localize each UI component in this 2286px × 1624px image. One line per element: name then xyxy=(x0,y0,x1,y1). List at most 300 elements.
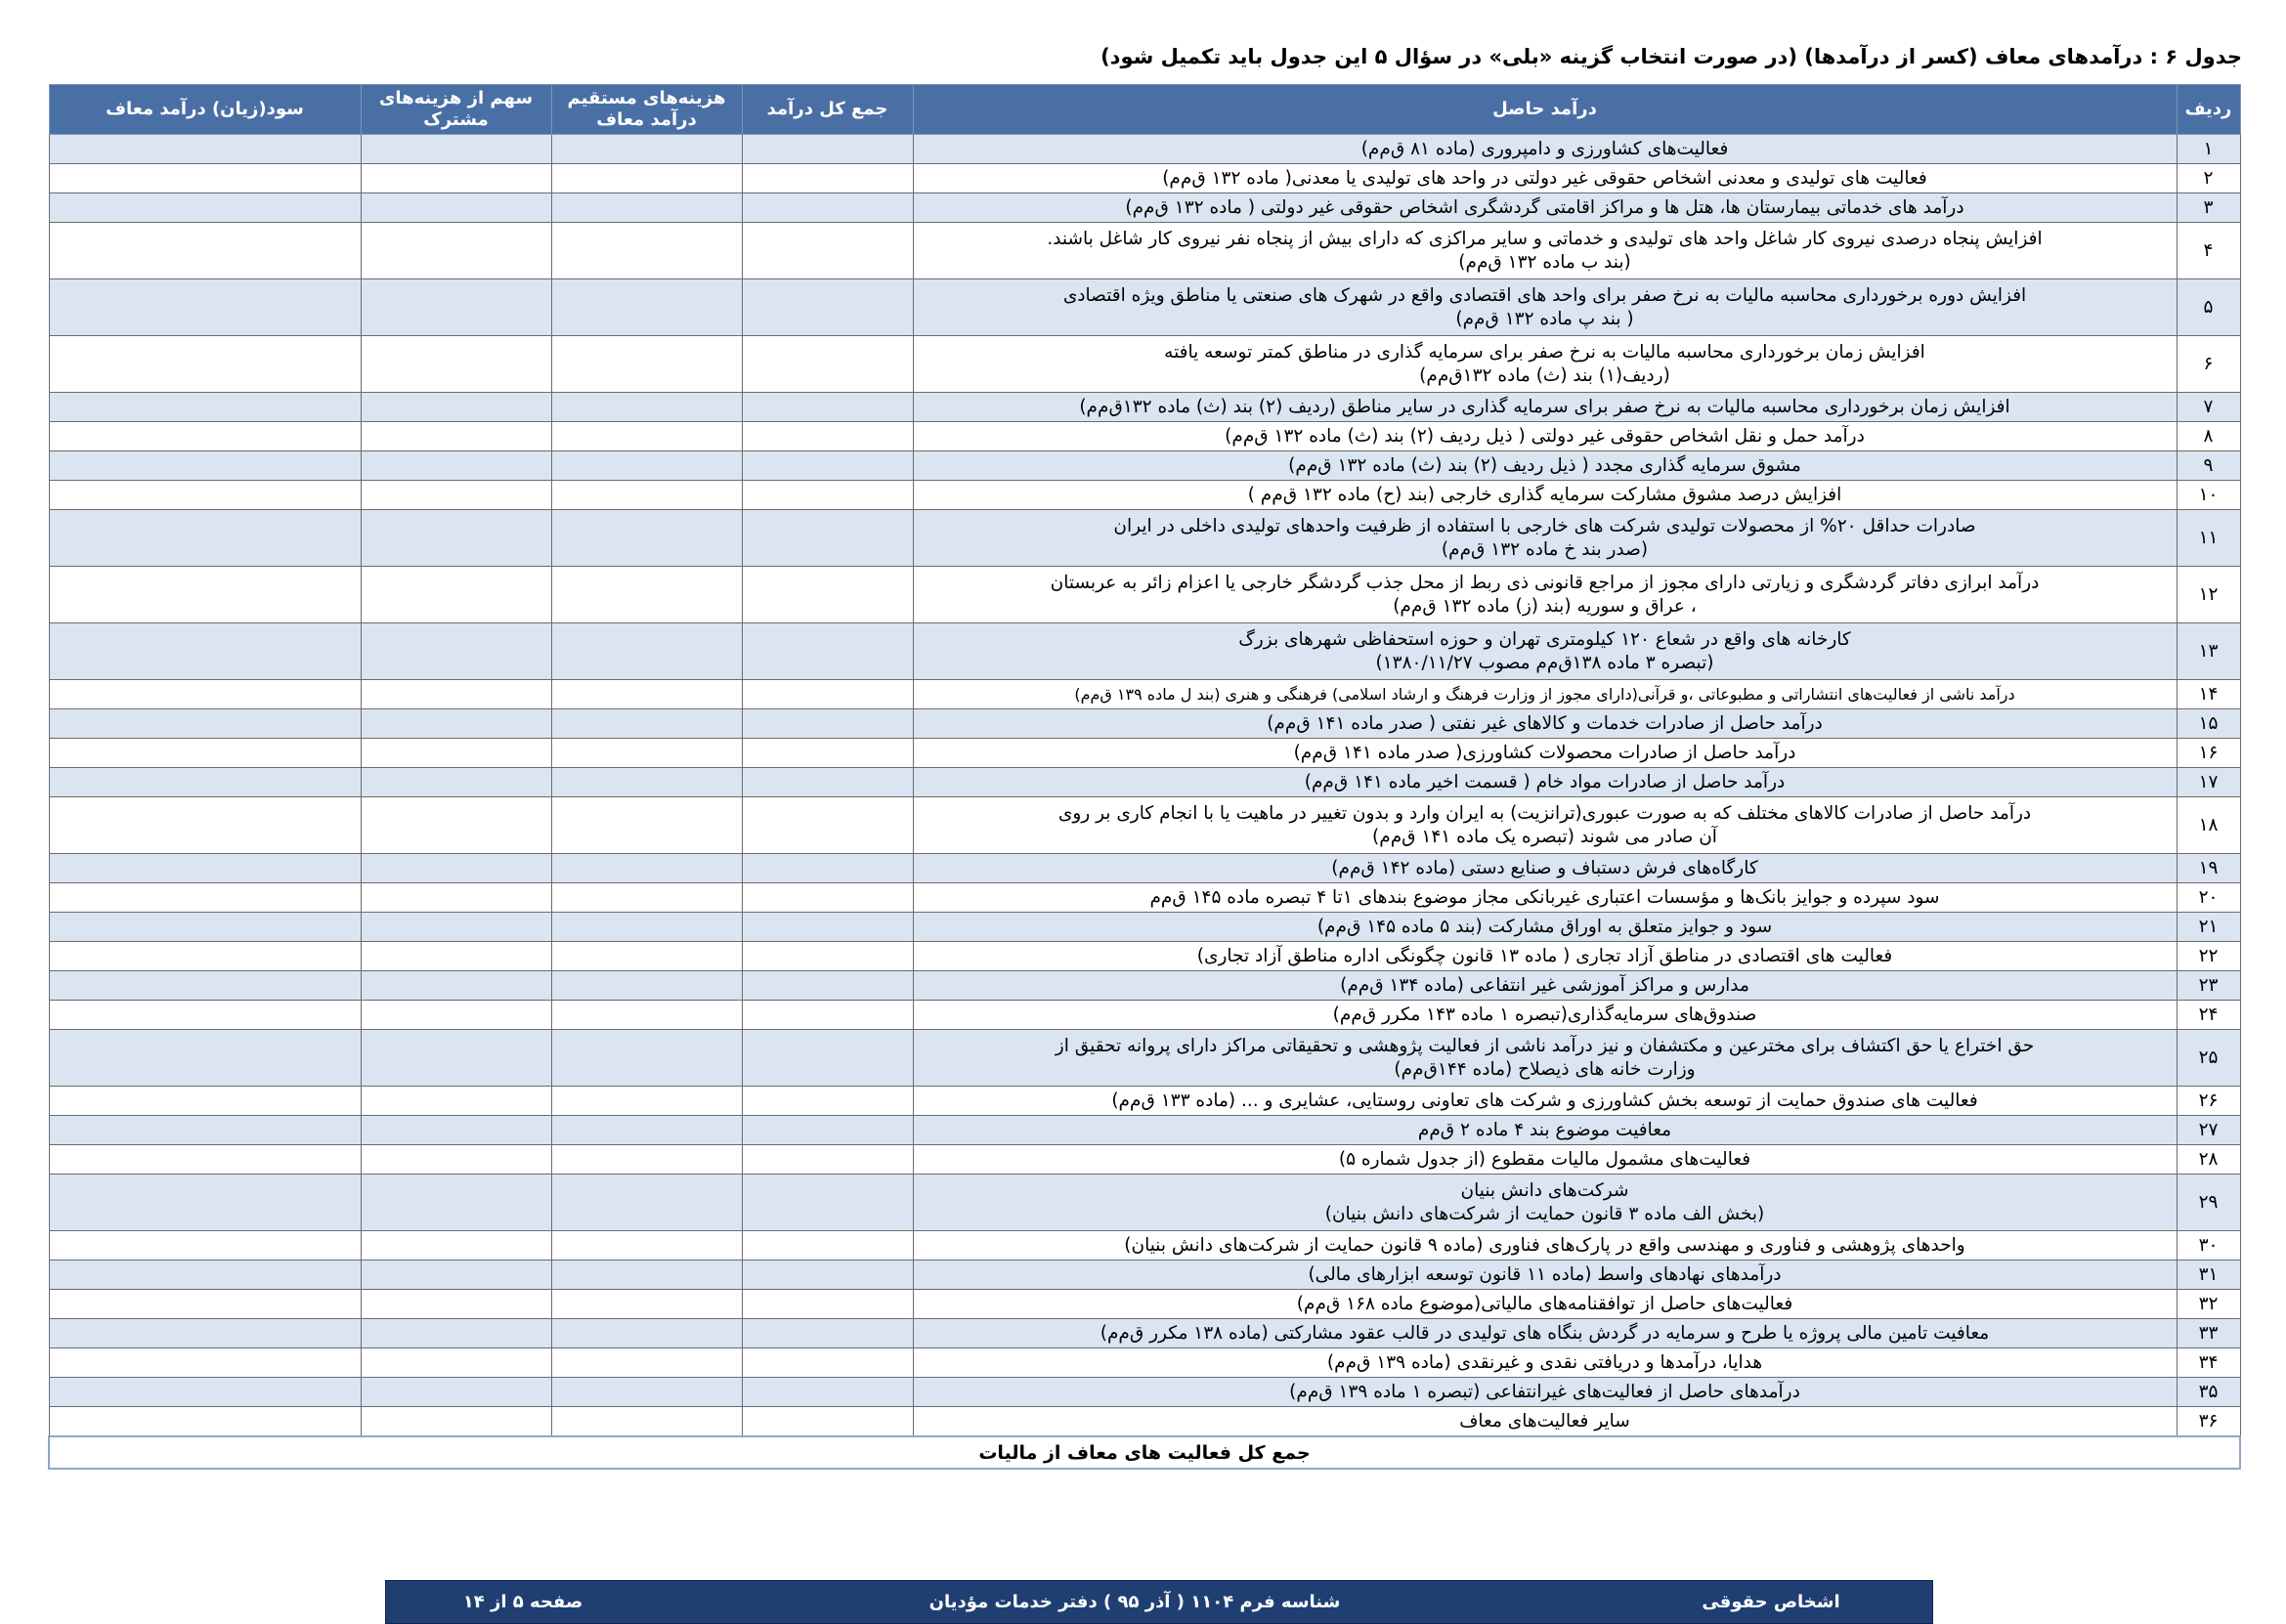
row-number: ۲۸ xyxy=(2177,1145,2240,1175)
direct-costs-cell[interactable] xyxy=(551,709,742,739)
direct-costs-cell[interactable] xyxy=(551,1231,742,1261)
table-row xyxy=(49,279,2240,336)
shared-costs-cell[interactable] xyxy=(361,623,551,680)
table-row xyxy=(49,1407,2240,1437)
description-line: افزایش زمان برخورداری محاسبه مالیات به نرخ صفر برای سرمایه گذاری در مناطق کمتر توسعه یافته xyxy=(1164,341,1925,363)
table-row xyxy=(49,336,2240,393)
income-description xyxy=(913,1378,2177,1407)
table-row xyxy=(49,135,2240,164)
profit-cell[interactable] xyxy=(49,223,361,279)
profit-cell[interactable] xyxy=(49,1030,361,1087)
header-direct-costs: هزینه‌های مستقیم درآمد معاف xyxy=(551,85,742,135)
direct-costs-cell[interactable] xyxy=(551,1175,742,1231)
profit-cell[interactable] xyxy=(49,1319,361,1348)
income-description xyxy=(913,223,2177,279)
row-number: ۵ xyxy=(2177,279,2240,336)
profit-cell[interactable] xyxy=(49,1261,361,1290)
total-income-cell[interactable] xyxy=(742,1145,913,1175)
direct-costs-cell[interactable] xyxy=(551,223,742,279)
row-number: ۳ xyxy=(2177,193,2240,223)
shared-costs-cell[interactable] xyxy=(361,709,551,739)
income-description xyxy=(913,1175,2177,1231)
total-income-cell[interactable] xyxy=(742,971,913,1001)
table-row xyxy=(49,451,2240,481)
direct-costs-cell[interactable] xyxy=(551,164,742,193)
total-income-cell[interactable] xyxy=(742,1407,913,1437)
description-line: کارخانه های واقع در شعاع ۱۲۰ کیلومتری تهران و حوزه استحفاظی شهرهای بزرگ xyxy=(1238,628,1851,650)
row-number: ۳۶ xyxy=(2177,1407,2240,1437)
table-row xyxy=(49,567,2240,623)
total-income-cell[interactable] xyxy=(742,1290,913,1319)
header-profit: سود(زیان) درآمد معاف xyxy=(49,85,361,135)
direct-costs-cell[interactable] xyxy=(551,193,742,223)
income-description xyxy=(913,768,2177,797)
shared-costs-cell[interactable] xyxy=(361,971,551,1001)
description-line: درآمد حاصل از صادرات مواد خام ( قسمت اخیر ماده ۱۴۱ ق‌م‌م) xyxy=(1304,771,1786,792)
description-line: درآمد ابرازی دفاتر گردشگری و زیارتی دارای مجوز از مراجع قانونی ذی ربط از محل جذب گردشگر خارجی یا اعزام زائر به عربستان xyxy=(1050,572,2040,593)
description-line: ( بند پ ماده ۱۳۲ ق‌م‌م) xyxy=(1455,308,1634,329)
profit-cell[interactable] xyxy=(49,1087,361,1116)
direct-costs-cell[interactable] xyxy=(551,739,742,768)
direct-costs-cell[interactable] xyxy=(551,1001,742,1030)
profit-cell[interactable] xyxy=(49,1145,361,1175)
description-line: (ردیف(۱) بند (ث) ماده ۱۳۲ق‌م‌م) xyxy=(1419,364,1670,386)
table-row xyxy=(49,1348,2240,1378)
profit-cell[interactable] xyxy=(49,1290,361,1319)
table-row xyxy=(49,797,2240,854)
shared-costs-cell[interactable] xyxy=(361,1001,551,1030)
income-description xyxy=(913,971,2177,1001)
income-description xyxy=(913,942,2177,971)
profit-cell[interactable] xyxy=(49,422,361,451)
shared-costs-cell[interactable] xyxy=(361,1407,551,1437)
table-row xyxy=(49,1116,2240,1145)
row-number: ۲ xyxy=(2177,164,2240,193)
total-income-cell[interactable] xyxy=(742,768,913,797)
total-income-cell[interactable] xyxy=(742,1116,913,1145)
description-line: وزارت خانه های ذیصلاح (ماده ۱۴۴ق‌م‌م) xyxy=(1394,1058,1696,1080)
total-income-cell[interactable] xyxy=(742,451,913,481)
shared-costs-cell[interactable] xyxy=(361,680,551,709)
shared-costs-cell[interactable] xyxy=(361,510,551,567)
total-income-cell[interactable] xyxy=(742,193,913,223)
profit-cell[interactable] xyxy=(49,739,361,768)
row-number: ۱۱ xyxy=(2177,510,2240,567)
profit-cell[interactable] xyxy=(49,971,361,1001)
total-income-cell[interactable] xyxy=(742,1001,913,1030)
shared-costs-cell[interactable] xyxy=(361,135,551,164)
shared-costs-cell[interactable] xyxy=(361,942,551,971)
total-income-cell[interactable] xyxy=(742,797,913,854)
row-number: ۱۶ xyxy=(2177,739,2240,768)
direct-costs-cell[interactable] xyxy=(551,1378,742,1407)
total-label-text: جمع کل فعالیت های معاف از مالیات xyxy=(978,1441,1311,1464)
shared-costs-cell[interactable] xyxy=(361,567,551,623)
table-row xyxy=(49,1319,2240,1348)
description-line: شرکت‌های دانش بنیان xyxy=(1460,1179,1629,1201)
income-description xyxy=(913,279,2177,336)
income-description xyxy=(913,1290,2177,1319)
footer-entity: اشخاص حقوقی xyxy=(1702,1592,1840,1612)
direct-costs-cell[interactable] xyxy=(551,883,742,913)
description-line: سایر فعالیت‌های معاف xyxy=(1459,1410,1630,1432)
row-number: ۴ xyxy=(2177,223,2240,279)
row-number: ۳۴ xyxy=(2177,1348,2240,1378)
shared-costs-cell[interactable] xyxy=(361,1378,551,1407)
row-number: ۲۵ xyxy=(2177,1030,2240,1087)
row-number: ۲۳ xyxy=(2177,971,2240,1001)
total-income-cell[interactable] xyxy=(742,135,913,164)
shared-costs-cell[interactable] xyxy=(361,223,551,279)
header-shared-costs: سهم از هزینه‌های مشترک xyxy=(361,85,551,135)
table-row xyxy=(49,1261,2240,1290)
shared-costs-cell[interactable] xyxy=(361,1175,551,1231)
income-description xyxy=(913,336,2177,393)
shared-costs-cell[interactable] xyxy=(361,1231,551,1261)
profit-cell[interactable] xyxy=(49,451,361,481)
profit-cell[interactable] xyxy=(49,1001,361,1030)
table-row xyxy=(49,1231,2240,1261)
shared-costs-cell[interactable] xyxy=(361,481,551,510)
shared-costs-cell[interactable] xyxy=(361,451,551,481)
total-income-cell[interactable] xyxy=(742,1030,913,1087)
table-row xyxy=(49,883,2240,913)
row-number: ۲۹ xyxy=(2177,1175,2240,1231)
row-number: ۲۱ xyxy=(2177,913,2240,942)
description-line: درآمد حاصل از صادرات خدمات و کالاهای غیر نفتی ( صدر ماده ۱۴۱ ق‌م‌م) xyxy=(1267,712,1823,734)
row-number: ۱۴ xyxy=(2177,680,2240,709)
table-row xyxy=(49,971,2240,1001)
income-description xyxy=(913,913,2177,942)
income-description xyxy=(913,135,2177,164)
direct-costs-cell[interactable] xyxy=(551,393,742,422)
table-row xyxy=(49,1001,2240,1030)
description-line: درآمد حاصل از صادرات کالاهای مختلف که به صورت عبوری(ترانزیت) به ایران وارد و بدون تغییر در ماهیت یا با انجام کاری بر روی xyxy=(1057,802,2032,824)
direct-costs-cell[interactable] xyxy=(551,623,742,680)
header-income: درآمد حاصل xyxy=(913,85,2177,135)
profit-cell[interactable] xyxy=(49,336,361,393)
profit-cell[interactable] xyxy=(49,1348,361,1378)
row-number: ۳۱ xyxy=(2177,1261,2240,1290)
shared-costs-cell[interactable] xyxy=(361,1261,551,1290)
description-line: درآمد حمل و نقل اشخاص حقوقی غیر دولتی ( ذیل ردیف (۲) بند (ث) ماده ۱۳۲ ق‌م‌م) xyxy=(1225,425,1865,447)
table-row xyxy=(49,854,2240,883)
exempt-income-table xyxy=(48,84,2241,1470)
table-row xyxy=(49,481,2240,510)
table-row xyxy=(49,1030,2240,1087)
total-income-cell[interactable] xyxy=(742,336,913,393)
direct-costs-cell[interactable] xyxy=(551,797,742,854)
income-description xyxy=(913,854,2177,883)
income-description xyxy=(913,709,2177,739)
total-income-cell[interactable] xyxy=(742,567,913,623)
total-income-cell[interactable] xyxy=(742,223,913,279)
direct-costs-cell[interactable] xyxy=(551,680,742,709)
total-income-cell[interactable] xyxy=(742,854,913,883)
description-line: (صدر بند خ ماده ۱۳۲ ق‌م‌م) xyxy=(1441,538,1649,560)
income-description xyxy=(913,510,2177,567)
income-description xyxy=(913,1145,2177,1175)
shared-costs-cell[interactable] xyxy=(361,913,551,942)
page-footer xyxy=(385,1580,1933,1624)
table-row xyxy=(49,942,2240,971)
direct-costs-cell[interactable] xyxy=(551,1261,742,1290)
row-number: ۱۷ xyxy=(2177,768,2240,797)
income-description xyxy=(913,481,2177,510)
row-number: ۲۴ xyxy=(2177,1001,2240,1030)
total-income-cell[interactable] xyxy=(742,680,913,709)
row-number: ۱۰ xyxy=(2177,481,2240,510)
income-description xyxy=(913,1030,2177,1087)
direct-costs-cell[interactable] xyxy=(551,422,742,451)
income-description xyxy=(913,393,2177,422)
profit-cell[interactable] xyxy=(49,1231,361,1261)
direct-costs-cell[interactable] xyxy=(551,510,742,567)
description-line: درآمد های خدماتی بیمارستان ها، هتل ها و مراکز اقامتی گردشگری اشخاص حقوقی غیر دولتی ( ماده ۱۳۲ ق‌م‌م) xyxy=(1125,196,1964,218)
row-number: ۱ xyxy=(2177,135,2240,164)
total-income-cell[interactable] xyxy=(742,422,913,451)
shared-costs-cell[interactable] xyxy=(361,739,551,768)
shared-costs-cell[interactable] xyxy=(361,1319,551,1348)
direct-costs-cell[interactable] xyxy=(551,1116,742,1145)
table-row xyxy=(49,768,2240,797)
description-line: سود و جوایز متعلق به اوراق مشارکت (بند ۵ ماده ۱۴۵ ق‌م‌م) xyxy=(1316,916,1773,937)
profit-cell[interactable] xyxy=(49,1378,361,1407)
direct-costs-cell[interactable] xyxy=(551,451,742,481)
total-income-cell[interactable] xyxy=(742,709,913,739)
row-number: ۲۶ xyxy=(2177,1087,2240,1116)
shared-costs-cell[interactable] xyxy=(361,768,551,797)
table-row xyxy=(49,510,2240,567)
profit-cell[interactable] xyxy=(49,193,361,223)
table-row xyxy=(49,223,2240,279)
shared-costs-cell[interactable] xyxy=(361,854,551,883)
profit-cell[interactable] xyxy=(49,135,361,164)
income-description xyxy=(913,1087,2177,1116)
total-income-cell[interactable] xyxy=(742,164,913,193)
row-number: ۱۵ xyxy=(2177,709,2240,739)
profit-cell[interactable] xyxy=(49,883,361,913)
description-line: معافیت موضوع بند ۴ ماده ۲ ق‌م‌م xyxy=(1417,1119,1672,1140)
table-row xyxy=(49,680,2240,709)
direct-costs-cell[interactable] xyxy=(551,971,742,1001)
row-number: ۳۵ xyxy=(2177,1378,2240,1407)
direct-costs-cell[interactable] xyxy=(551,336,742,393)
description-line: فعالیت های تولیدی و معدنی اشخاص حقوقی غیر دولتی در واحد های تولیدی یا معدنی( ماده ۱۳۲ ق‌م‌م) xyxy=(1162,167,1927,189)
description-line: معافیت تامین مالی پروژه یا طرح و سرمایه در گردش بنگاه های تولیدی در قالب عقود مشارکتی (ماده ۱۳۸ مکرر ق‌م‌م) xyxy=(1100,1322,1990,1344)
row-number: ۷ xyxy=(2177,393,2240,422)
description-line: واحدهای پژوهشی و فناوری و مهندسی واقع در پارک‌های فناوری (ماده ۹ قانون حمایت از شرکت‌های دانش بنیان) xyxy=(1124,1234,1965,1256)
table-row xyxy=(49,623,2240,680)
total-income-cell[interactable] xyxy=(742,1087,913,1116)
direct-costs-cell[interactable] xyxy=(551,481,742,510)
row-number: ۳۳ xyxy=(2177,1319,2240,1348)
profit-cell[interactable] xyxy=(49,942,361,971)
direct-costs-cell[interactable] xyxy=(551,854,742,883)
profit-cell[interactable] xyxy=(49,797,361,854)
description-line: درآمد ناشی از فعالیت‌های انتشاراتی و مطبوعاتی ،و قرآنی(دارای مجوز از وزارت فرهنگ و ارشاد اسلامی) فرهنگی و هنری (بند ل ماده ۱۳۹ ق‌م‌م) xyxy=(1074,684,2015,704)
description-line: فعالیت‌های حاصل از توافقنامه‌های مالیاتی(موضوع ماده ۱۶۸ ق‌م‌م) xyxy=(1296,1293,1793,1314)
footer-page-number: صفحه ۵ از ۱۴ xyxy=(462,1592,583,1612)
income-description xyxy=(913,1348,2177,1378)
row-number: ۳۲ xyxy=(2177,1290,2240,1319)
shared-costs-cell[interactable] xyxy=(361,279,551,336)
description-line: درآمد حاصل از صادرات محصولات کشاورزی( صدر ماده ۱۴۱ ق‌م‌م) xyxy=(1293,742,1796,763)
shared-costs-cell[interactable] xyxy=(361,422,551,451)
income-description xyxy=(913,739,2177,768)
description-line: مدارس و مراکز آموزشی غیر انتفاعی (ماده ۱۳۴ ق‌م‌م) xyxy=(1340,974,1749,996)
shared-costs-cell[interactable] xyxy=(361,1145,551,1175)
income-description xyxy=(913,567,2177,623)
table-row xyxy=(49,1087,2240,1116)
shared-costs-cell[interactable] xyxy=(361,1030,551,1087)
profit-cell[interactable] xyxy=(49,623,361,680)
total-income-cell[interactable] xyxy=(742,1348,913,1378)
row-number: ۱۳ xyxy=(2177,623,2240,680)
direct-costs-cell[interactable] xyxy=(551,135,742,164)
profit-cell[interactable] xyxy=(49,1175,361,1231)
direct-costs-cell[interactable] xyxy=(551,913,742,942)
income-description xyxy=(913,1116,2177,1145)
shared-costs-cell[interactable] xyxy=(361,393,551,422)
profit-cell[interactable] xyxy=(49,393,361,422)
description-line: حق اختراع یا حق اکتشاف برای مخترعین و مکتشفان و نیز درآمد ناشی از فعالیت پژوهشی و تحقیقاتی مراکز دارای پروانه تحقیق از xyxy=(1055,1035,2035,1056)
shared-costs-cell[interactable] xyxy=(361,1348,551,1378)
row-number: ۹ xyxy=(2177,451,2240,481)
total-income-cell[interactable] xyxy=(742,883,913,913)
direct-costs-cell[interactable] xyxy=(551,1348,742,1378)
shared-costs-cell[interactable] xyxy=(361,336,551,393)
table-row xyxy=(49,1175,2240,1231)
profit-cell[interactable] xyxy=(49,854,361,883)
direct-costs-cell[interactable] xyxy=(551,1087,742,1116)
total-income-cell[interactable] xyxy=(742,510,913,567)
income-description xyxy=(913,1261,2177,1290)
direct-costs-cell[interactable] xyxy=(551,1319,742,1348)
table-row xyxy=(49,709,2240,739)
shared-costs-cell[interactable] xyxy=(361,883,551,913)
row-number: ۲۰ xyxy=(2177,883,2240,913)
shared-costs-cell[interactable] xyxy=(361,1290,551,1319)
total-income-cell[interactable] xyxy=(742,623,913,680)
income-description xyxy=(913,883,2177,913)
total-income-cell[interactable] xyxy=(742,1261,913,1290)
total-income-cell[interactable] xyxy=(742,393,913,422)
row-number: ۱۸ xyxy=(2177,797,2240,854)
description-line: (بخش الف ماده ۳ قانون حمایت از شرکت‌های دانش بنیان) xyxy=(1324,1203,1765,1224)
table-row xyxy=(49,913,2240,942)
header-row-no: ردیف xyxy=(2177,85,2240,135)
profit-cell[interactable] xyxy=(49,1116,361,1145)
profit-cell[interactable] xyxy=(49,510,361,567)
income-description xyxy=(913,422,2177,451)
table-row xyxy=(49,1145,2240,1175)
shared-costs-cell[interactable] xyxy=(361,797,551,854)
profit-cell[interactable] xyxy=(49,709,361,739)
profit-cell[interactable] xyxy=(49,768,361,797)
description-line: افزایش پنجاه درصدی نیروی کار شاغل واحد های تولیدی و خدماتی و سایر مراکزی که دارای بیش از پنجاه نفر نیروی کار شاغل باشند. xyxy=(1047,228,2043,249)
row-number: ۳۰ xyxy=(2177,1231,2240,1261)
profit-cell[interactable] xyxy=(49,1407,361,1437)
total-income-cell[interactable] xyxy=(742,1231,913,1261)
profit-cell[interactable] xyxy=(49,913,361,942)
footer-form-id: شناسه فرم ۱۱۰۴ ( آذر ۹۵ ) دفتر خدمات مؤدیان xyxy=(928,1592,1341,1612)
direct-costs-cell[interactable] xyxy=(551,279,742,336)
income-description xyxy=(913,193,2177,223)
header-total-income: جمع کل درآمد xyxy=(742,85,913,135)
total-income-cell[interactable] xyxy=(742,739,913,768)
shared-costs-cell[interactable] xyxy=(361,164,551,193)
row-number: ۱۲ xyxy=(2177,567,2240,623)
direct-costs-cell[interactable] xyxy=(551,1407,742,1437)
description-line: فعالیت‌های کشاورزی و دامپروری (ماده ۸۱ ق‌م‌م) xyxy=(1360,138,1729,159)
description-line: مشوق سرمایه گذاری مجدد ( ذیل ردیف (۲) بند (ث) ماده ۱۳۲ ق‌م‌م) xyxy=(1288,454,1801,476)
shared-costs-cell[interactable] xyxy=(361,1087,551,1116)
description-line: فعالیت‌های مشمول مالیات مقطوع (از جدول شماره ۵) xyxy=(1338,1148,1751,1170)
direct-costs-cell[interactable] xyxy=(551,1290,742,1319)
description-line: صادرات حداقل ۲۰% از محصولات تولیدی شرکت های خارجی با استفاده از ظرفیت واحدهای تولیدی داخلی در ایران xyxy=(1113,515,1976,536)
profit-cell[interactable] xyxy=(49,279,361,336)
income-description xyxy=(913,797,2177,854)
description-line: فعالیت های اقتصادی در مناطق آزاد تجاری ( ماده ۱۳ قانون چگونگی اداره مناطق آزاد تجاری) xyxy=(1196,945,1893,966)
total-income-cell[interactable] xyxy=(742,481,913,510)
table-row xyxy=(49,1290,2240,1319)
table-row xyxy=(49,1378,2240,1407)
row-number: ۶ xyxy=(2177,336,2240,393)
total-income-cell[interactable] xyxy=(742,913,913,942)
shared-costs-cell[interactable] xyxy=(361,193,551,223)
table-row xyxy=(49,739,2240,768)
description-line: افزایش درصد مشوق مشارکت سرمایه گذاری خارجی (بند (ح) ماده ۱۳۲ ق‌م‌م ) xyxy=(1247,484,1842,505)
profit-cell[interactable] xyxy=(49,680,361,709)
profit-cell[interactable] xyxy=(49,481,361,510)
profit-cell[interactable] xyxy=(49,567,361,623)
total-income-cell[interactable] xyxy=(742,1175,913,1231)
total-income-cell[interactable] xyxy=(742,279,913,336)
description-line: فعالیت های صندوق حمایت از توسعه بخش کشاورزی و شرکت های تعاونی روستایی، عشایری و ... (ماده ۱۳۳ ق‌م‌م) xyxy=(1111,1090,1978,1111)
total-income-cell[interactable] xyxy=(742,1319,913,1348)
description-line: درآمدهای نهادهای واسط (ماده ۱۱ قانون توسعه ابزارهای مالی) xyxy=(1308,1263,1782,1285)
direct-costs-cell[interactable] xyxy=(551,1145,742,1175)
description-line: افزایش زمان برخورداری محاسبه مالیات به نرخ صفر برای سرمایه گذاری در سایر مناطق (ردیف (۲) بند (ث) ماده ۱۳۲ق‌م‌م) xyxy=(1079,396,2010,417)
income-description xyxy=(913,1231,2177,1261)
table-row xyxy=(49,193,2240,223)
row-number: ۱۹ xyxy=(2177,854,2240,883)
shared-costs-cell[interactable] xyxy=(361,1116,551,1145)
direct-costs-cell[interactable] xyxy=(551,768,742,797)
income-description xyxy=(913,1001,2177,1030)
direct-costs-cell[interactable] xyxy=(551,942,742,971)
table-header-row xyxy=(49,85,2240,135)
description-line: (تبصره ۳ ماده ۱۳۸ق‌م‌م مصوب ۱۳۸۰/۱۱/۲۷) xyxy=(1375,652,1714,673)
table-row xyxy=(49,393,2240,422)
description-line: درآمدهای حاصل از فعالیت‌های غیرانتفاعی (تبصره ۱ ماده ۱۳۹ ق‌م‌م) xyxy=(1289,1381,1800,1402)
description-line: کارگاه‌های فرش دستباف و صنایع دستی (ماده ۱۴۲ ق‌م‌م) xyxy=(1331,857,1758,878)
row-number: ۲۷ xyxy=(2177,1116,2240,1145)
income-description xyxy=(913,623,2177,680)
page-title: جدول ۶ : درآمدهای معاف (کسر از درآمدها) (در صورت انتخاب گزینه «بلی» در سؤال ۵ این جدول باید تکمیل شود) xyxy=(1100,45,2242,68)
total-income-cell[interactable] xyxy=(742,1378,913,1407)
direct-costs-cell[interactable] xyxy=(551,1030,742,1087)
profit-cell[interactable] xyxy=(49,164,361,193)
description-line: هدایا، درآمدها و دریافتی نقدی و غیرنقدی (ماده ۱۳۹ ق‌م‌م) xyxy=(1326,1351,1763,1373)
description-line: سود سپرده و جوایز بانک‌ها و مؤسسات اعتباری غیربانکی مجاز موضوع بندهای ۱تا ۴ تبصره ماده ۱۴۵ ق‌م‌م xyxy=(1149,886,1940,908)
total-income-cell[interactable] xyxy=(742,942,913,971)
row-number: ۲۲ xyxy=(2177,942,2240,971)
total-label xyxy=(49,1436,2240,1469)
row-number: ۸ xyxy=(2177,422,2240,451)
direct-costs-cell[interactable] xyxy=(551,567,742,623)
